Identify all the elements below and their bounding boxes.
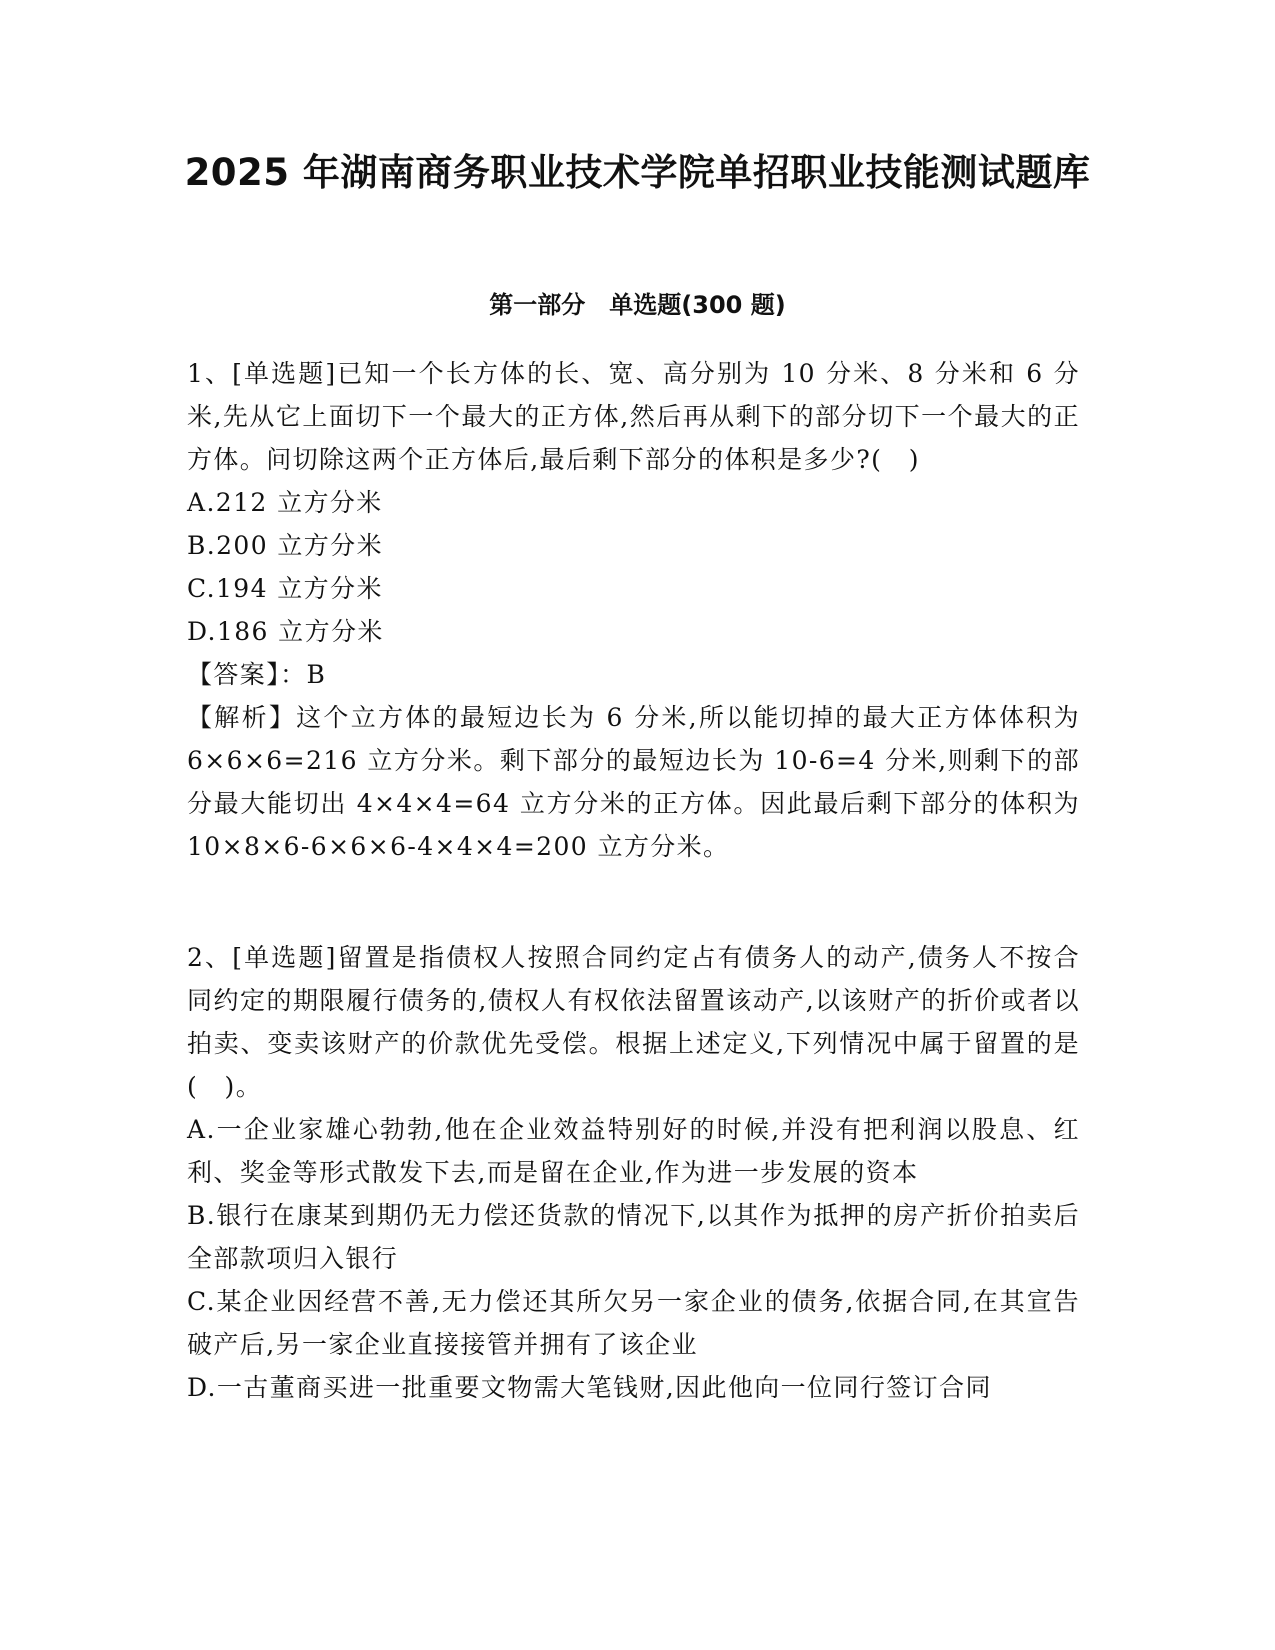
question-stem: 1、[单选题]已知一个长方体的长、宽、高分别为 10 分米、8 分米和 6 分米,先从它上面切下一个最大的正方体,然后再从剩下的部分切下一个最大的正方体。问切除这两个正方体后,最后剩下部分的体积是多少?( ) bbox=[187, 359, 1080, 474]
option-c: C.194 立方分米 bbox=[187, 574, 383, 603]
answer-line: 【答案】：B bbox=[187, 660, 327, 689]
option-a: A.一企业家雄心勃勃,他在企业效益特别好的时候,并没有把利润以股息、红利、奖金等形式散发下去,而是留在企业,作为进一步发展的资本 bbox=[187, 1115, 1080, 1187]
section-heading: 第一部分 单选题(300 题) bbox=[489, 291, 786, 319]
option-b: B.200 立方分米 bbox=[187, 531, 383, 560]
option-c: C.某企业因经营不善,无力偿还其所欠另一家企业的债务,依据合同,在其宣告破产后,另一家企业直接接管并拥有了该企业 bbox=[187, 1287, 1080, 1359]
analysis-paragraph: 【解析】这个立方体的最短边长为 6 分米,所以能切掉的最大正方体体积为 6×6×6=216 立方分米。剩下部分的最短边长为 10-6=4 分米,则剩下的部分最大能切出 4×4×4=64 立方分米的正方体。因此最后剩下部分的体积为 10×8×6-6×6×6-4×4×4=200 立方分米。 bbox=[187, 703, 1080, 861]
question-stem: 2、[单选题]留置是指债权人按照合同约定占有债务人的动产,债务人不按合同约定的期限履行债务的,债权人有权依法留置该动产,以该财产的折价或者以拍卖、变卖该财产的价款优先受偿。根据上述定义,下列情况中属于留置的是( )。 bbox=[187, 943, 1080, 1101]
option-d: D.186 立方分米 bbox=[187, 617, 384, 646]
document-title: 2025 年湖南商务职业技术学院单招职业技能测试题库 bbox=[184, 151, 1091, 194]
question-2 bbox=[187, 936, 1080, 1409]
option-d: D.一古董商买进一批重要文物需大笔钱财,因此他向一位同行签订合同 bbox=[187, 1373, 992, 1402]
option-a: A.212 立方分米 bbox=[187, 488, 383, 517]
question-1 bbox=[187, 352, 1080, 868]
option-b: B.银行在康某到期仍无力偿还货款的情况下,以其作为抵押的房产折价拍卖后全部款项归入银行 bbox=[187, 1201, 1080, 1273]
